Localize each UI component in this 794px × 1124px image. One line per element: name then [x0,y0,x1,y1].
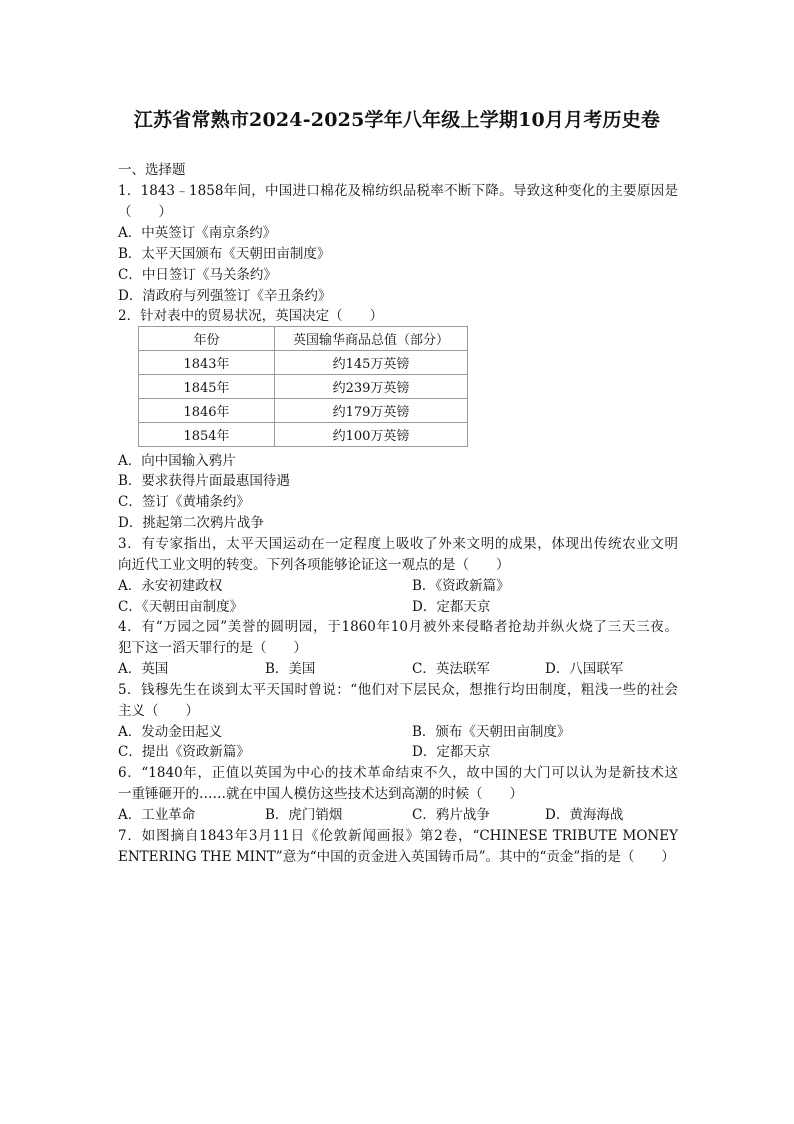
q4-option-d: D．八国联军 [545,661,624,677]
q6-option-b: B．虎门销烟 [265,807,343,823]
table-cell-year: 1843年 [139,351,275,375]
q4-option-c: C．英法联军 [412,661,490,677]
q5-option-a: A．发动金田起义 [118,724,223,740]
q2-option-b: B．要求获得片面最惠国待遇 [118,473,290,489]
q4-stem-line2: 犯下这一滔天罪行的是（ ） [118,640,307,656]
q3-option-d: D．定都天京 [412,599,491,615]
q1-option-a: A．中英签订《南京条约》 [118,225,277,241]
q3-option-b: B．《资政新篇》 [412,578,510,594]
trade-table [138,326,468,447]
table-cell-year: 1846年 [139,399,275,423]
q6-stem-line2: 一重锤砸开的……就在中国人模仿这些技术达到高潮的时候（ ） [118,786,523,802]
table-cell-value: 约100万英镑 [275,423,468,447]
q5-option-d: D．定都天京 [412,744,491,760]
q6-stem-line1: 6．“1840年，正值以英国为中心的技术革命结束不久，故中国的大门可以认为是新技术这 [118,765,678,781]
q1-option-c: C．中日签订《马关条约》 [118,267,277,283]
q2-option-a: A．向中国输入鸦片 [118,453,236,469]
q3-option-c: C．《天朝田亩制度》 [118,599,244,615]
q1-option-b: B．太平天国颁布《天朝田亩制度》 [118,246,331,262]
q3-option-a: A．永安初建政权 [118,578,223,594]
table-row [139,375,468,399]
q7-stem-line1: 7．如图摘自1843年3月11日《伦敦新闻画报》第2卷，“CHINESE TRIBUTE MONEY [118,828,678,844]
q5-option-b: B．颁布《天朝田亩制度》 [412,724,571,740]
q6-option-d: D．黄海海战 [545,807,624,823]
table-header-row [139,327,468,351]
table-cell-value: 约239万英镑 [275,375,468,399]
table-header-year: 年份 [139,327,275,351]
q5-option-c: C．提出《资政新篇》 [118,744,250,760]
q5-stem-line1: 5．钱穆先生在谈到太平天国时曾说：“他们对下层民众，想推行均田制度，粗浅一些的社会 [118,682,678,698]
q6-option-c: C．鸦片战争 [412,807,490,823]
q2-option-c: C．签订《黄埔条约》 [118,494,250,510]
q4-option-a: A．英国 [118,661,169,677]
q4-option-b: B．美国 [265,661,316,677]
q2-option-d: D．挑起第二次鸦片战争 [118,515,264,531]
q6-option-a: A．工业革命 [118,807,196,823]
q1-stem-line2: （ ） [118,204,172,220]
section-heading: 一、选择题 [118,162,186,178]
table-row [139,351,468,375]
table-header-value: 英国输华商品总值（部分） [275,327,468,351]
q2-stem: 2．针对表中的贸易状况，英国决定（ ） [118,308,384,324]
table-row [139,399,468,423]
table-cell-value: 约145万英镑 [275,351,468,375]
table-cell-year: 1845年 [139,375,275,399]
q7-stem-line2: ENTERING THE MINT”意为“中国的贡金进入英国铸币局”。其中的“贡金”指的是（ ） [118,849,675,865]
q3-stem-line1: 3．有专家指出，太平天国运动在一定程度上吸收了外来文明的成果，体现出传统农业文明 [118,536,678,552]
q3-stem-line2: 向近代工业文明的转变。下列各项能够论证这一观点的是（ ） [118,557,510,573]
q5-stem-line2: 主义（ ） [118,703,199,719]
q1-option-d: D．清政府与列强签订《辛丑条约》 [118,288,332,304]
exam-title: 江苏省常熟市2024-2025学年八年级上学期10月月考历史卷 [133,109,661,131]
table-cell-year: 1854年 [139,423,275,447]
table-row [139,423,468,447]
table-cell-value: 约179万英镑 [275,399,468,423]
q1-stem-line1: 1．1843﹣1858年间，中国进口棉花及棉纺织品税率不断下降。导致这种变化的主要原因是 [118,183,678,199]
q4-stem-line1: 4．有“万园之园”美誉的圆明园，于1860年10月被外来侵略者抢劫并纵火烧了三天三夜。 [118,619,678,635]
